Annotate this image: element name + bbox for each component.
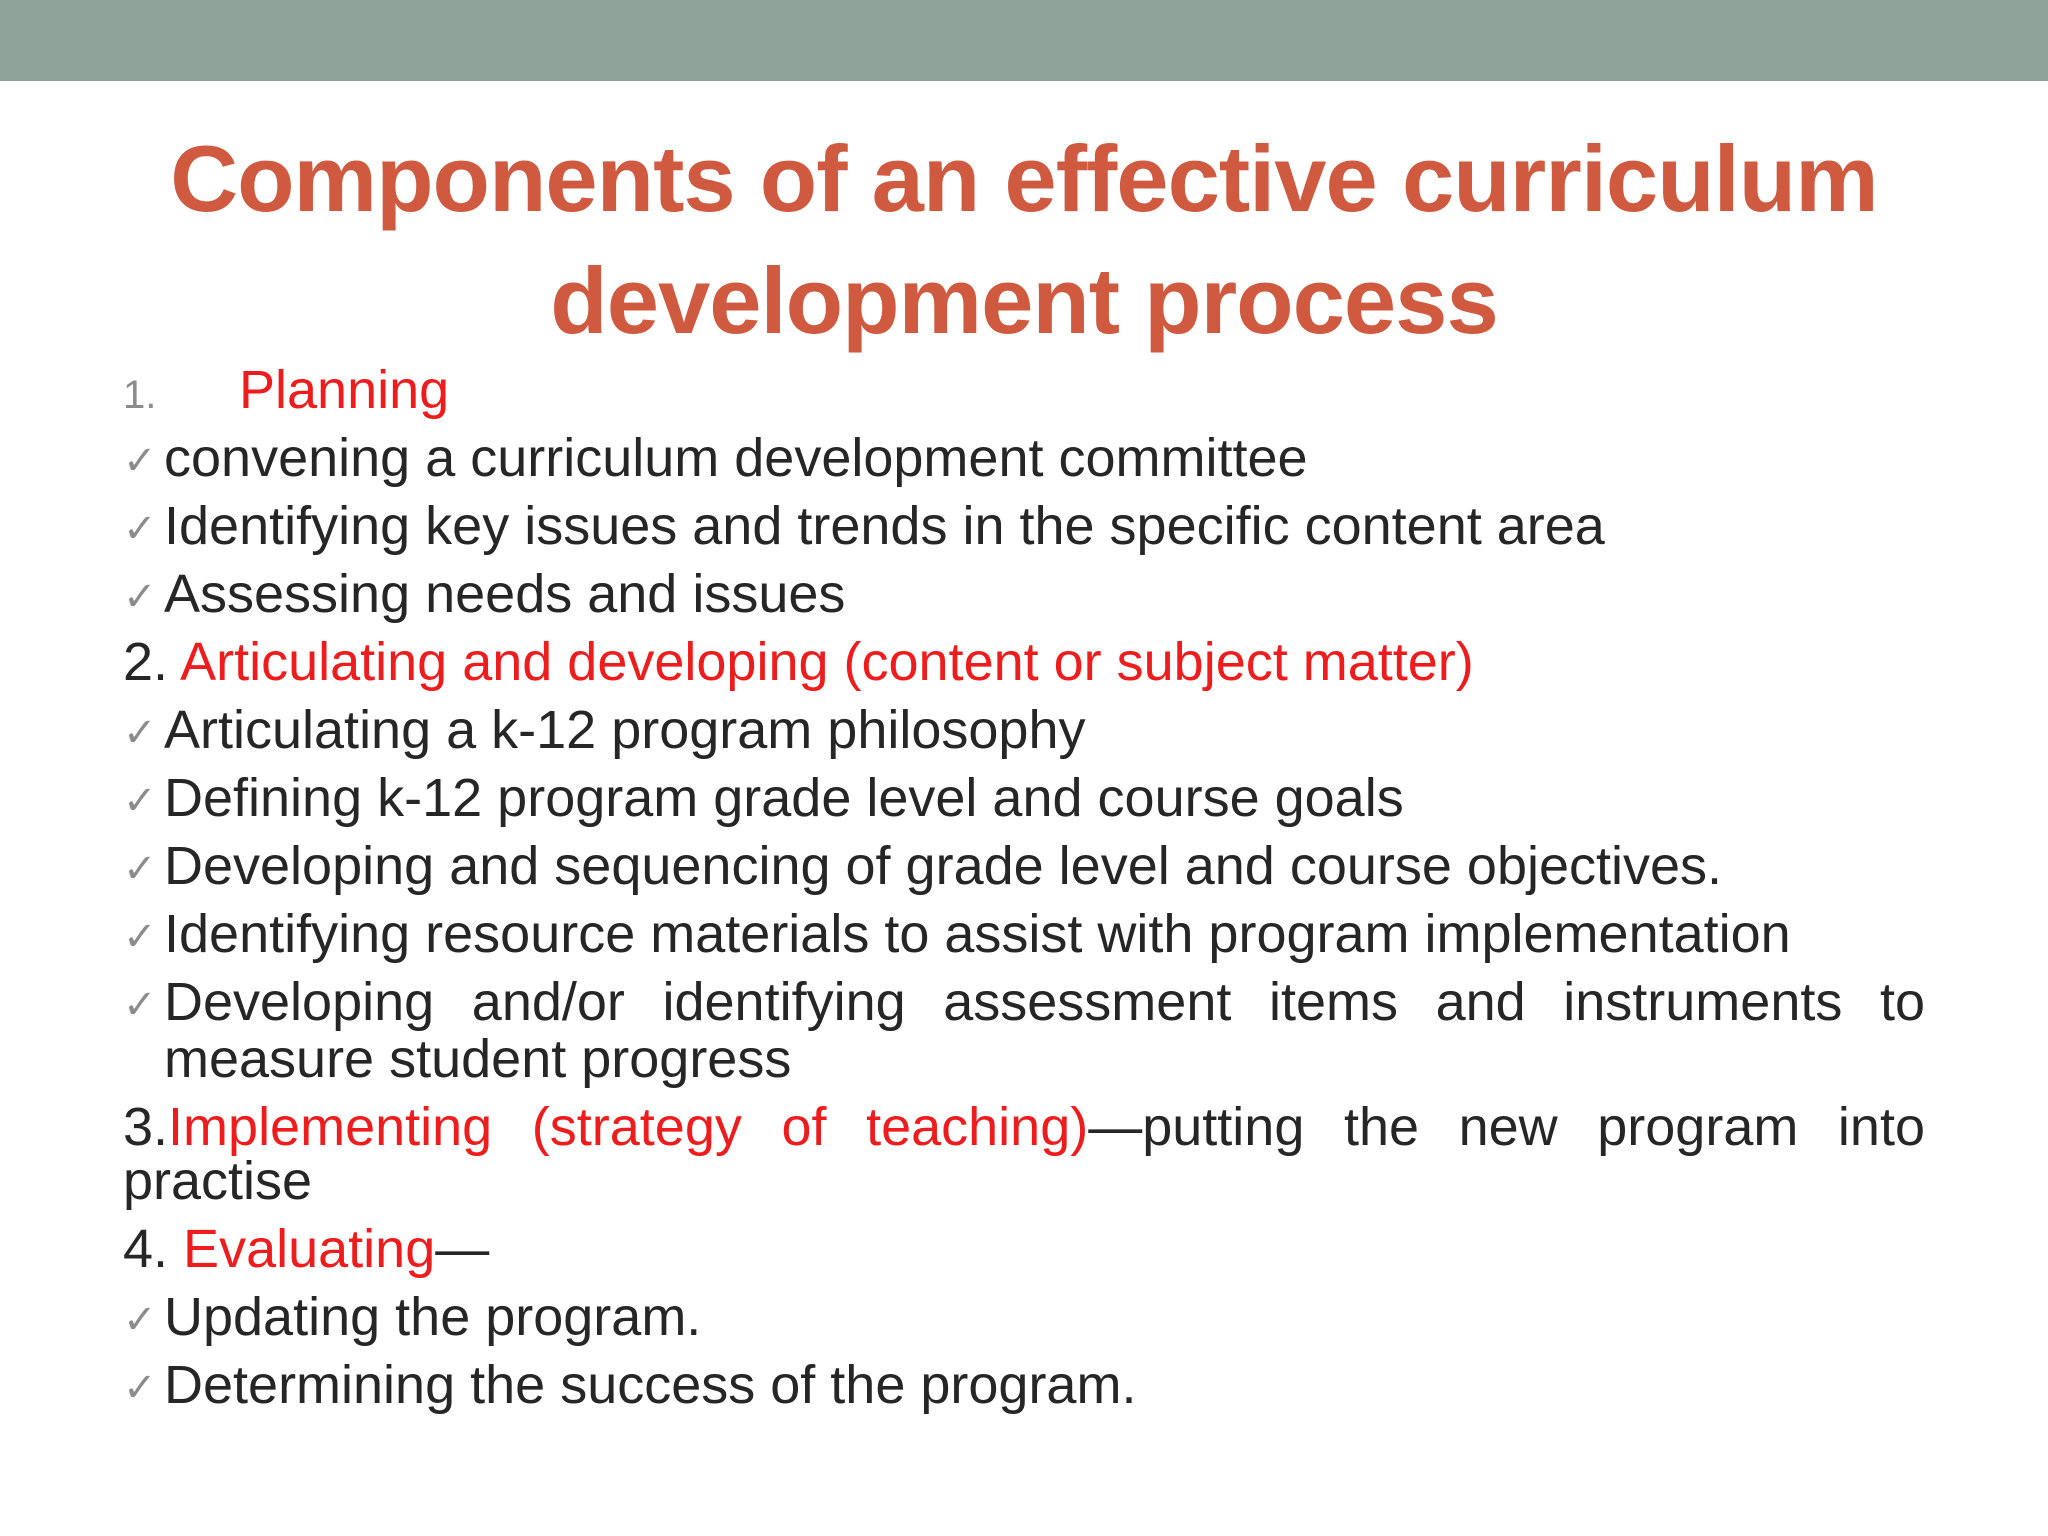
checkmark-icon: ✓ [123, 711, 157, 755]
list-item-text: convening a curriculum development committee [164, 428, 1308, 488]
list-item [123, 424, 1925, 492]
list-item [123, 832, 1925, 900]
checkmark-icon: ✓ [123, 1298, 157, 1342]
list-item [123, 696, 1925, 764]
list-item-text: Developing and sequencing of grade level and course objectives. [164, 836, 1723, 896]
checkmark-icon: ✓ [123, 847, 157, 891]
list-item-text: Updating the program. [164, 1287, 702, 1347]
slide-title-line-1: Components of an effective curriculum [170, 126, 1878, 231]
section-heading-text: Articulating and developing (content or subject matter) [180, 632, 1474, 692]
list-item [123, 1351, 1925, 1419]
list-item-text: Assessing needs and issues [164, 564, 846, 624]
section-heading-articulating [123, 628, 1925, 696]
list-item-text: Articulating a k-12 program philosophy [164, 700, 1086, 760]
checkmark-icon: ✓ [123, 983, 157, 1027]
list-item-text: Defining k-12 program grade level and course goals [164, 768, 1404, 828]
list-item [123, 900, 1925, 968]
checkmark-icon: ✓ [123, 507, 157, 551]
list-item-text: Identifying resource materials to assist with program implementation [164, 904, 1791, 964]
checkmark-icon: ✓ [123, 575, 157, 619]
list-item [123, 560, 1925, 628]
list-item-text: Identifying key issues and trends in the specific content area [164, 496, 1605, 556]
checkmark-icon: ✓ [123, 915, 157, 959]
checkmark-icon: ✓ [123, 1366, 157, 1410]
section-heading-implementing [123, 1093, 1925, 1215]
section-number: 3. [123, 1097, 169, 1157]
slide-title [0, 118, 2048, 362]
top-accent-bar [0, 0, 2048, 81]
section-dash: — [435, 1219, 490, 1279]
section-description: —putting the new program into practise [123, 1097, 1925, 1211]
list-item-text: Developing and/or identifying assessment items and instruments to measure student progress [164, 972, 1925, 1089]
section-heading-evaluating [123, 1215, 1925, 1283]
slide-title-line-2: development process [550, 248, 1498, 353]
list-item [123, 492, 1925, 560]
slide-body [123, 356, 1925, 1419]
section-heading-planning [123, 356, 1925, 424]
list-item-text: Determining the success of the program. [164, 1355, 1137, 1415]
section-number: 4. [123, 1219, 184, 1279]
section-number: 1. [123, 373, 157, 417]
checkmark-icon: ✓ [123, 779, 157, 823]
checkmark-icon: ✓ [123, 439, 157, 483]
list-item [123, 1283, 1925, 1351]
section-heading-text: Implementing (strategy of teaching) [168, 1097, 1089, 1157]
section-heading-text: Evaluating [183, 1219, 436, 1279]
section-number: 2. [123, 632, 181, 692]
section-heading-text: Planning [239, 360, 450, 420]
list-item [123, 968, 1925, 1093]
list-item [123, 764, 1925, 832]
